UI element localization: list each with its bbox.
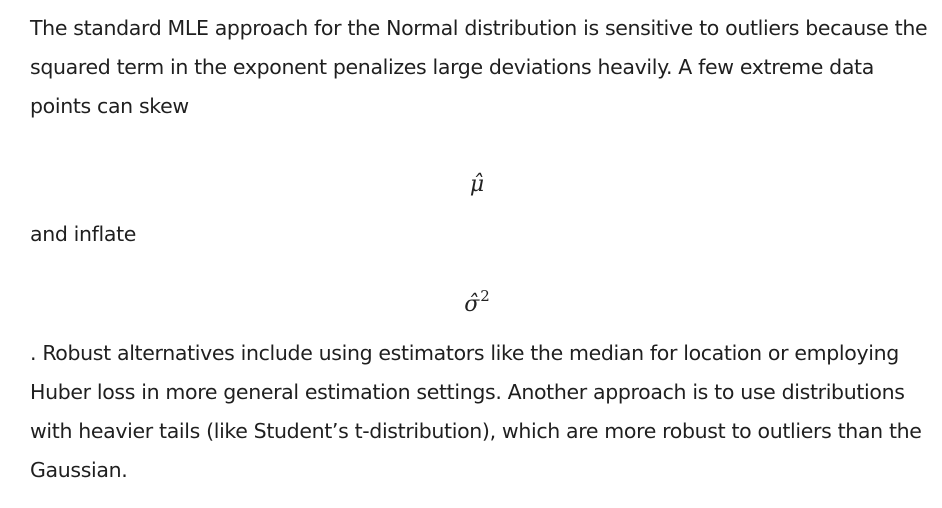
document-body [30,0,930,490]
middle-paragraph: and inflate [30,222,137,246]
mu-hat-equation [30,170,924,200]
mu-hat-symbol: μ̂ [469,172,485,197]
conclusion-paragraph: . Robust alternatives include using estimators like the median for location or employing Huber loss in more general estimation settings. Another approach is to use distributions with heavier tails (like Student’s t-distribution), which are more robust to outliers than the Gaussian. [30,341,922,482]
sigma-exponent: 2 [480,287,490,305]
sigma-hat-squared-equation [30,281,924,317]
intro-paragraph: The standard MLE approach for the Normal distribution is sensitive to outliers because the squared term in the exponent penalizes large deviations heavily. A few extreme data points can skew [30,16,928,118]
sigma-hat-symbol: σ̂ [464,292,480,317]
